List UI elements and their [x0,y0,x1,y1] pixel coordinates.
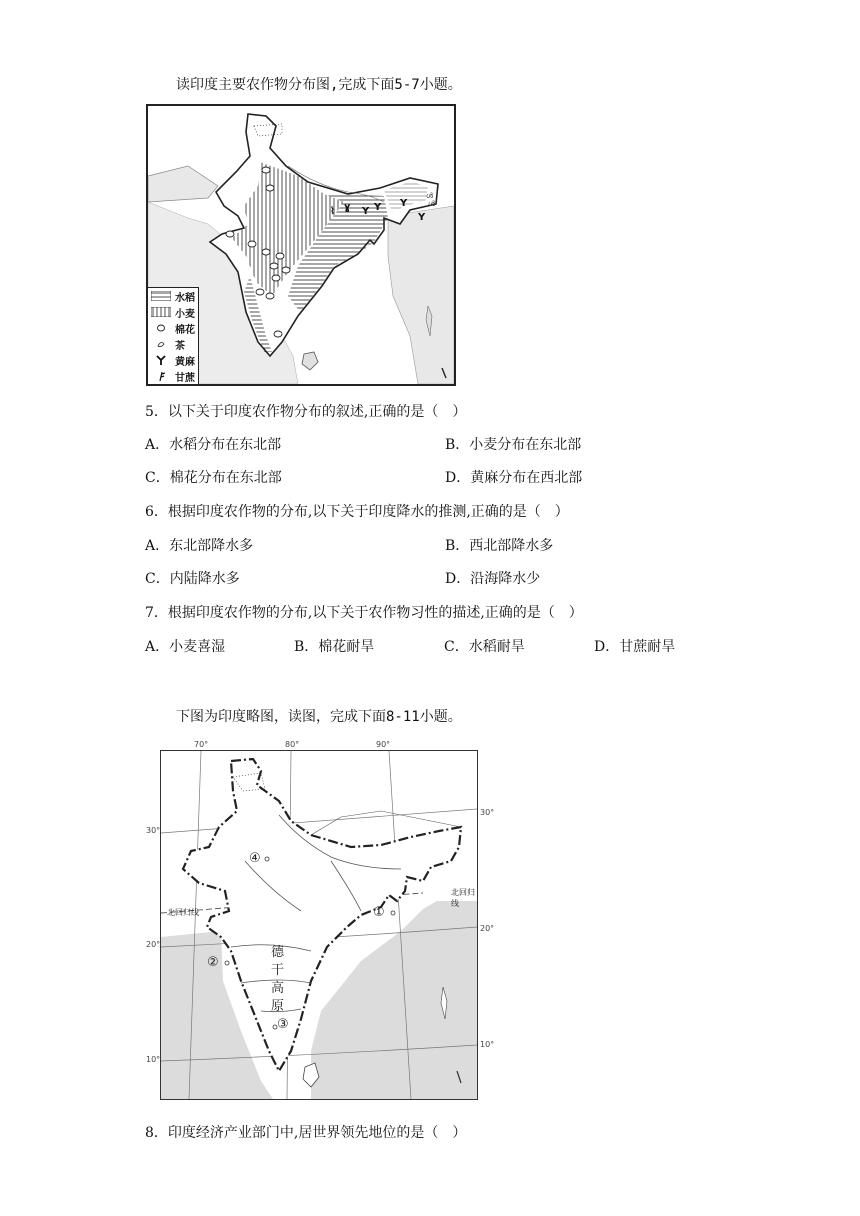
marker-2: ② [207,955,219,970]
tea-leaf-icon [151,339,171,349]
section1-intro: 读印度主要农作物分布图,完成下面5-7小题。 [176,77,462,93]
cotton-circle-icon [151,323,171,333]
tropic-label-left: 北回归线 [167,908,199,917]
vertical-hatch-icon [151,307,171,317]
question-7-option-a[interactable]: A．小麦喜湿 [145,639,226,655]
question-7-option-c[interactable]: C．水稻耐旱 [444,639,525,655]
horizontal-hatch-icon [151,291,171,301]
plateau-char-1: 德 [271,945,285,960]
question-6-option-a[interactable]: A．东北部降水多 [145,538,254,554]
marker-4: ④ [249,851,261,866]
svg-text:⌇: ⌇ [330,206,335,217]
legend-item-sugarcane [148,368,198,384]
marker-3: ③ [277,1017,289,1032]
question-6-option-d[interactable]: D．沿海降水少 [445,571,541,587]
section2-intro: 下图为印度略图，读图，完成下面8-11小题。 [176,709,462,725]
svg-text:Y: Y [418,212,426,223]
legend-label: 小麦 [175,308,195,320]
question-5-option-d[interactable]: D．黄麻分布在西北部 [445,470,583,486]
legend-label: 茶 [175,340,185,352]
legend-label: 水稻 [175,292,195,304]
legend-label: 甘蔗 [175,372,195,384]
plateau-char-3: 高 [271,981,285,996]
lon-tick-90: 90° [376,740,391,749]
legend-item-tea [148,336,198,352]
question-8-stem: 8．印度经济产业部门中,居世界领先地位的是（ ） [145,1125,467,1141]
question-7-stem: 7．根据印度农作物的分布,以下关于农作物习性的描述,正确的是（ ） [145,605,583,621]
lat-tick-right-20: 20° [480,924,495,933]
svg-text:ɣ: ɣ [344,202,351,213]
question-7-option-b[interactable]: B．棉花耐旱 [294,639,375,655]
question-7-option-d[interactable]: D．甘蔗耐旱 [594,639,676,655]
jute-y-icon [151,355,171,365]
svg-text:Y: Y [400,198,408,209]
question-6-stem: 6．根据印度农作物的分布,以下关于印度降水的推测,正确的是（ ） [145,504,569,520]
sugarcane-icon [151,371,171,381]
india-map-svg [161,751,477,1099]
crop-map-legend [148,287,199,384]
lon-tick-70: 70° [194,740,209,749]
tropic-label-right: 北回归线 [451,888,475,908]
plateau-char-2: 干 [271,963,285,978]
plateau-char-4: 原 [271,999,285,1014]
svg-text:ൾ: ൾ [426,192,434,200]
svg-text:Y: Y [362,206,370,217]
marker-1: ① [373,905,385,920]
lat-tick-left-30: 30° [146,826,161,835]
question-6-option-b[interactable]: B．西北部降水多 [445,538,554,554]
svg-text:Y: Y [374,202,382,213]
lat-tick-right-30: 30° [480,808,495,817]
question-5-stem: 5．以下关于印度农作物分布的叙述,正确的是（ ） [145,404,467,420]
legend-item-rice [148,288,198,304]
legend-label: 棉花 [175,324,195,336]
legend-item-cotton [148,320,198,336]
legend-item-wheat [148,304,198,320]
india-sketch-map [160,750,478,1100]
legend-item-jute [148,352,198,368]
svg-text:ൾ: ൾ [428,200,436,208]
question-5-option-a[interactable]: A．水稻分布在东北部 [145,437,282,453]
question-5-option-c[interactable]: C．棉花分布在东北部 [145,470,282,486]
lat-tick-right-10: 10° [480,1040,495,1049]
lat-tick-left-20: 20° [146,940,161,949]
crop-distribution-map [146,104,456,386]
question-6-option-c[interactable]: C．内陆降水多 [145,571,240,587]
question-5-option-b[interactable]: B．小麦分布在东北部 [445,437,582,453]
lat-tick-left-10: 10° [146,1055,161,1064]
legend-label: 黄麻 [175,356,195,368]
lon-tick-80: 80° [285,740,300,749]
